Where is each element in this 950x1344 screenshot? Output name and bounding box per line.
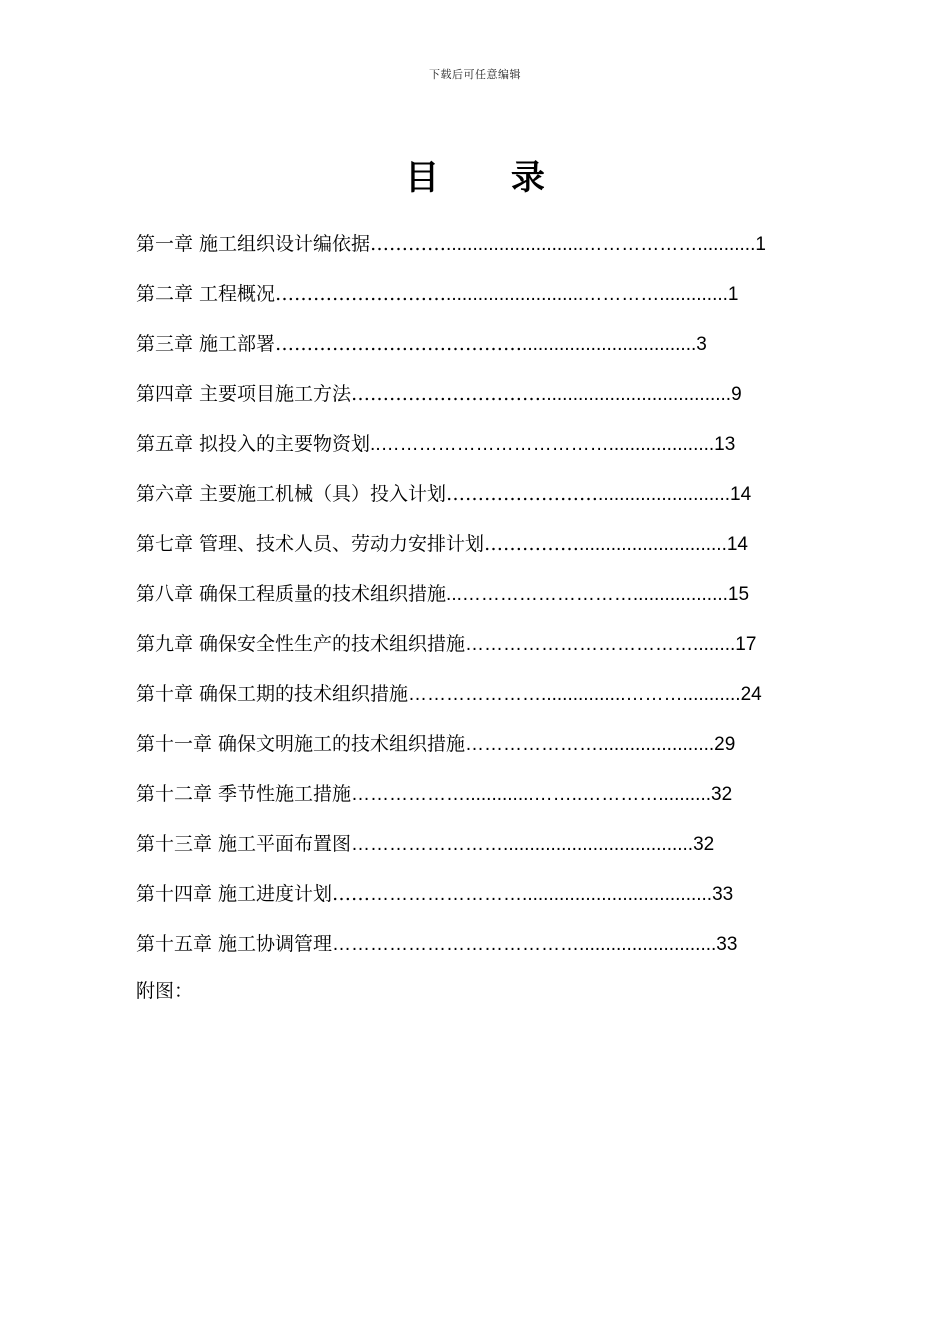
toc-entry-5[interactable] bbox=[136, 426, 896, 476]
toc-entry-3[interactable] bbox=[136, 326, 896, 376]
toc-entry-page: .........................14 bbox=[598, 484, 752, 505]
toc-entry-page: ..........................………….............1 bbox=[446, 284, 739, 305]
toc-entry-2[interactable] bbox=[136, 276, 896, 326]
toc-entry-page: ……………………....................................33 bbox=[370, 884, 734, 905]
toc-entry-page: …………………………………..........................33 bbox=[332, 934, 738, 955]
toc-entry-page: …………………......................29 bbox=[465, 734, 736, 755]
toc-entry-text: 第三章 施工部署………………………………… bbox=[136, 333, 523, 355]
toc-entry-14[interactable] bbox=[136, 876, 896, 926]
toc-entry-10[interactable] bbox=[136, 676, 896, 726]
toc-entry-page: ............................14 bbox=[579, 534, 748, 555]
toc-entry-page: …………………................………...........24 bbox=[408, 684, 762, 705]
toc-entry-page: ..………………………………....................13 bbox=[370, 434, 736, 455]
toc-entry-page: .................................3 bbox=[522, 334, 707, 355]
toc-entry-7[interactable] bbox=[136, 526, 896, 576]
toc-entry-page: ..........................………………...........1 bbox=[446, 234, 766, 255]
toc-entry-text: 第十章 确保工期的技术组织措施 bbox=[136, 683, 409, 705]
toc-entry-page: ……………………....................................32 bbox=[351, 834, 715, 855]
toc-entry-9[interactable] bbox=[136, 626, 896, 676]
toc-entry-text: 第五章 拟投入的主要物资划 bbox=[136, 433, 371, 455]
toc-entry-text: 第二章 工程概况……………………… bbox=[136, 283, 447, 305]
toc-entry-page: ……………….............……..…………..........32 bbox=[351, 784, 733, 805]
toc-entry-page: ...………………………..................15 bbox=[446, 584, 750, 605]
toc-entry-12[interactable] bbox=[136, 776, 896, 826]
toc-entry-page: ....................................9 bbox=[541, 384, 742, 405]
toc-entry-13[interactable] bbox=[136, 826, 896, 876]
toc-entry-15[interactable] bbox=[136, 926, 896, 976]
toc-entry-1[interactable] bbox=[136, 226, 896, 276]
toc-entry-11[interactable] bbox=[136, 726, 896, 776]
toc-entry-4[interactable] bbox=[136, 376, 896, 426]
toc-entry-text: 第六章 主要施工机械（具）投入计划…………………… bbox=[136, 483, 599, 505]
toc-entry-text: 第十四章 施工进度计划…… bbox=[136, 883, 371, 905]
toc-entry-text: 第九章 确保安全性生产的技术组织措施 bbox=[136, 633, 466, 655]
toc-entry-page: ………………………………........17 bbox=[465, 634, 757, 655]
toc-entry-text: 第十二章 季节性施工措施 bbox=[136, 783, 352, 805]
appendix-label: 附图： bbox=[136, 980, 194, 1002]
toc-entry-text: 第十五章 施工协调管理 bbox=[136, 933, 333, 955]
toc-title: 目 录 bbox=[405, 158, 575, 198]
toc-entry-text: 第四章 主要项目施工方法………………………… bbox=[136, 383, 542, 405]
toc-entry-text: 第七章 管理、技术人员、劳动力安排计划…………… bbox=[136, 533, 580, 555]
toc-entry-8[interactable] bbox=[136, 576, 896, 626]
toc-entry-text: 第一章 施工组织设计编依据………… bbox=[136, 233, 447, 255]
toc-entry-text: 第八章 确保工程质量的技术组织措施 bbox=[136, 583, 447, 605]
toc-entry-text: 第十三章 施工平面布置图 bbox=[136, 833, 352, 855]
toc-entry-text: 第十一章 确保文明施工的技术组织措施 bbox=[136, 733, 466, 755]
toc-list bbox=[136, 226, 896, 976]
toc-entry-6[interactable] bbox=[136, 476, 896, 526]
page-header: 下载后可任意编辑 bbox=[429, 68, 521, 81]
